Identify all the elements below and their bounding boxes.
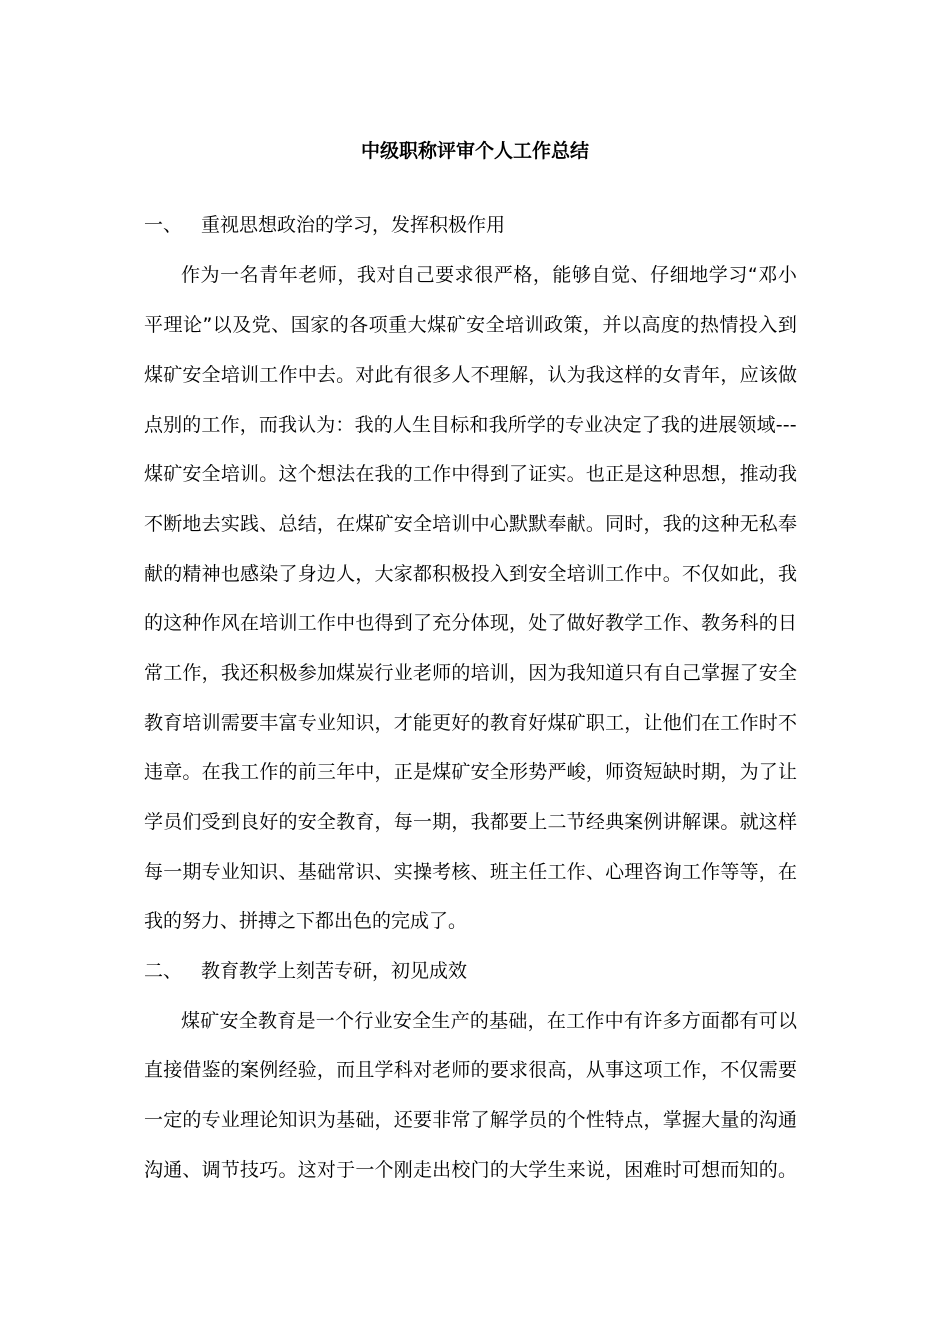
section-number: 一、 [144, 214, 183, 236]
paragraph-line: 平理论”以及党、国家的各项重大煤矿安全培训政策，并以高度的热情投入到 [144, 314, 798, 336]
paragraph-line: 一定的专业理论知识为基础，还要非常了解学员的个性特点，掌握大量的沟通 [144, 1109, 798, 1131]
section-heading-text: 教育教学上刻苦专研，初见成效 [201, 960, 468, 982]
section-heading [144, 957, 467, 985]
paragraph-line: 不断地去实践、总结，在煤矿安全培训中心默默奉献。同时，我的这种无私奉 [144, 513, 798, 535]
section-number: 二、 [144, 960, 183, 982]
paragraph-line: 的这种作风在培训工作中也得到了充分体现，处了做好教学工作、教务科的日 [144, 612, 798, 634]
paragraph-line: 我的努力、拼搏之下都出色的完成了。 [144, 910, 468, 932]
paragraph-line: 献的精神也感染了身边人，大家都积极投入到安全培训工作中。不仅如此，我 [144, 563, 798, 585]
paragraph-line: 学员们受到良好的安全教育，每一期，我都要上二节经典案例讲解课。就这样 [144, 811, 798, 833]
paragraph-line: 煤矿安全培训。这个想法在我的工作中得到了证实。也正是这种思想，推动我 [144, 463, 798, 485]
paragraph-line: 常工作，我还积极参加煤炭行业老师的培训，因为我知道只有自己掌握了安全 [144, 662, 798, 684]
section-heading-text: 重视思想政治的学习，发挥积极作用 [201, 214, 506, 236]
paragraph-line: 每一期专业知识、基础常识、实操考核、班主任工作、心理咨询工作等等，在 [144, 861, 798, 883]
paragraph-line: 煤矿安全教育是一个行业安全生产的基础，在工作中有许多方面都有可以 [181, 1010, 798, 1032]
paragraph-line: 教育培训需要丰富专业知识，才能更好的教育好煤矿职工，让他们在工作时不 [144, 712, 798, 734]
document-title: 中级职称评审个人工作总结 [360, 140, 589, 162]
paragraph-line: 煤矿安全培训工作中去。对此有很多人不理解，认为我这样的女青年，应该做 [144, 364, 798, 386]
paragraph-line: 直接借鉴的案例经验，而且学科对老师的要求很高，从事这项工作，不仅需要 [144, 1059, 798, 1081]
paragraph-line: 点别的工作，而我认为：我的人生目标和我所学的专业决定了我的进展领域--- [144, 414, 797, 436]
section-heading [144, 211, 505, 239]
paragraph-line: 违章。在我工作的前三年中，正是煤矿安全形势严峻，师资短缺时期，为了让 [144, 761, 798, 783]
paragraph-line: 作为一名青年老师，我对自己要求很严格，能够自觉、仔细地学习“邓小 [181, 264, 798, 286]
paragraph-line: 沟通、调节技巧。这对于一个刚走出校门的大学生来说，困难时可想而知的。 [144, 1159, 798, 1181]
